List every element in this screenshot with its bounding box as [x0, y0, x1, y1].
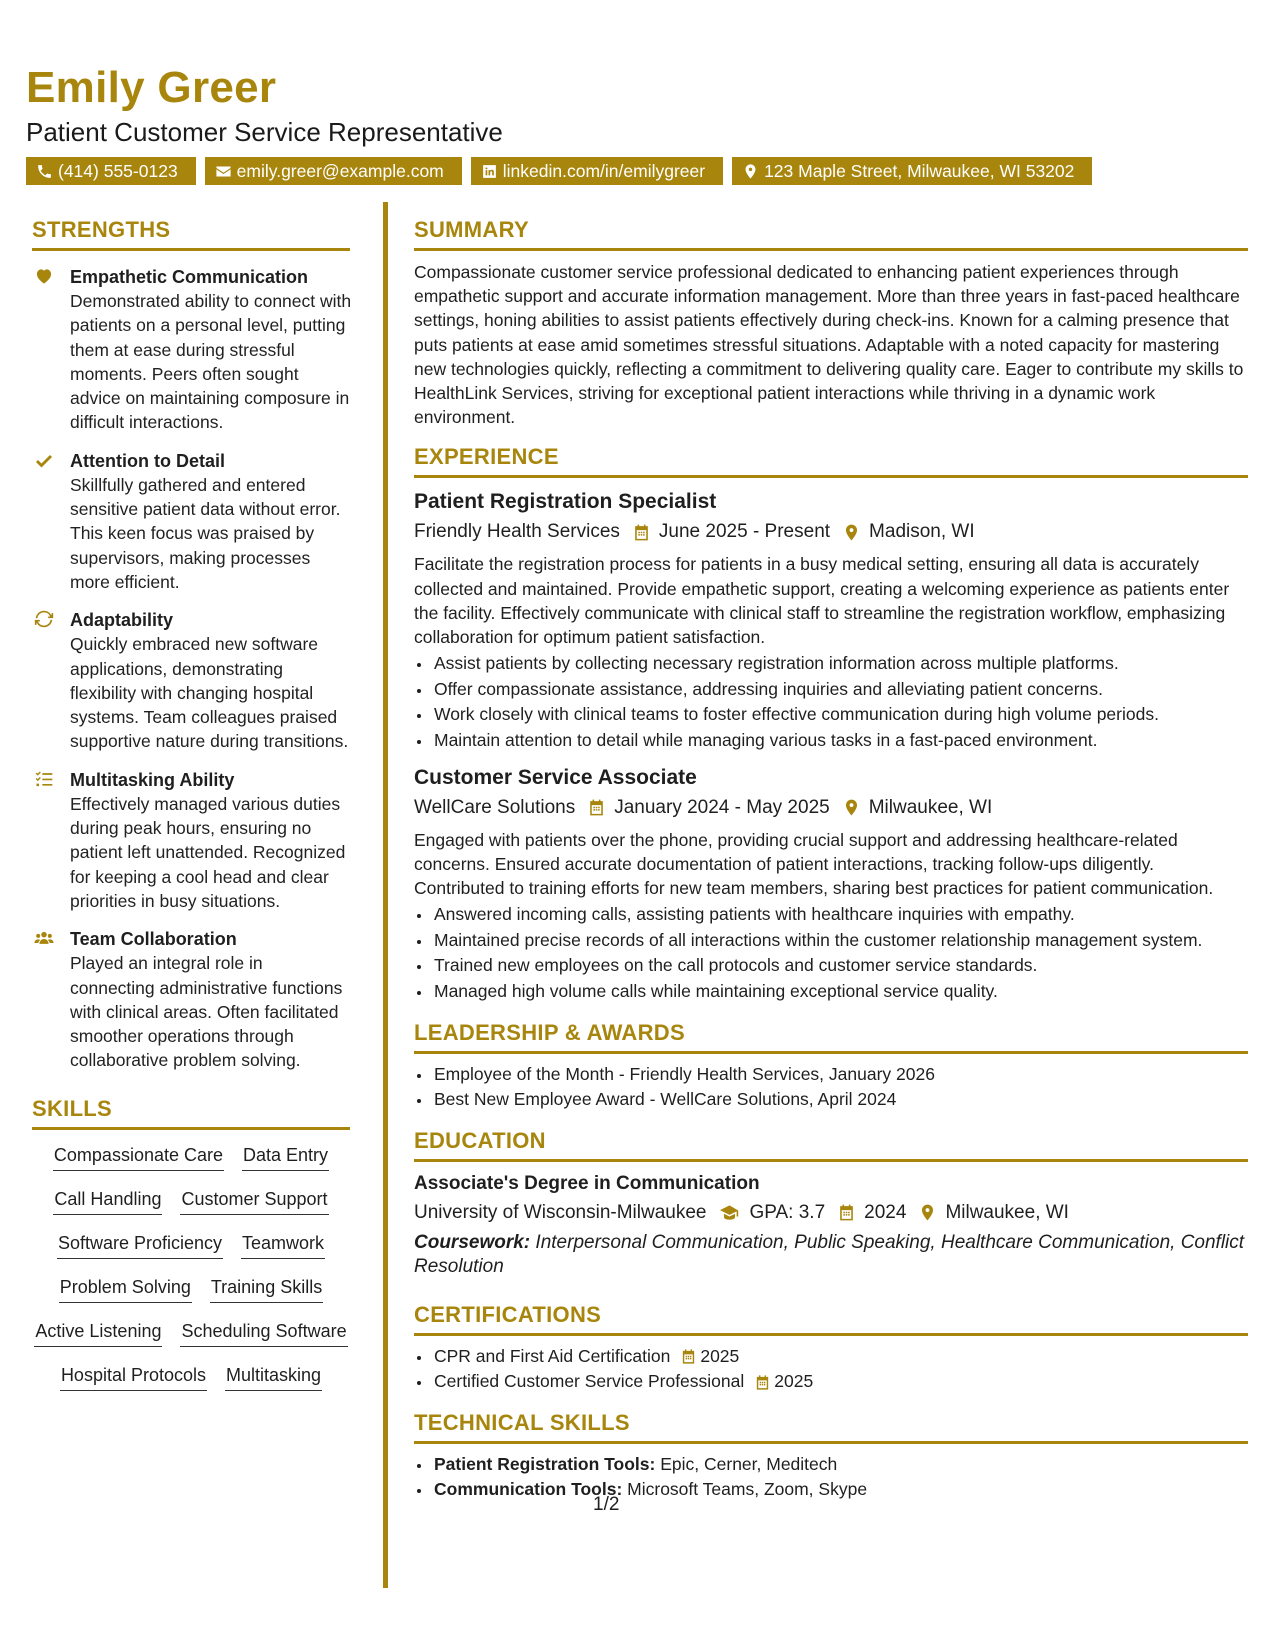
summary-heading: SUMMARY	[414, 216, 1248, 251]
list-item	[432, 1452, 1248, 1478]
skill-tag: Software Proficiency	[57, 1230, 223, 1259]
skill-tag: Teamwork	[241, 1230, 325, 1259]
job-entry	[414, 764, 1248, 1005]
contact-phone[interactable]	[26, 157, 196, 185]
job-entry	[414, 488, 1248, 753]
list-item: • Trained new employees on the call protocols and customer service standards.	[432, 953, 1248, 979]
list-item: • Assist patients by collecting necessary registration information across multiple platforms.	[432, 651, 1248, 677]
strength-item	[32, 608, 352, 753]
skill-tag: Compassionate Care	[53, 1142, 224, 1171]
leadership-list	[414, 1062, 1248, 1113]
strengths-heading: STRENGTHS	[32, 216, 350, 251]
education-meta	[414, 1199, 1248, 1227]
experience-heading: EXPERIENCE	[414, 443, 1248, 478]
map-pin-icon	[918, 1203, 937, 1222]
contact-linkedin[interactable]	[471, 157, 723, 185]
map-pin-icon	[742, 163, 759, 180]
column-divider	[383, 202, 388, 1588]
certifications-list	[414, 1344, 1248, 1395]
strength-title: Team Collaboration	[70, 929, 237, 950]
contact-phone-text: (414) 555-0123	[58, 161, 178, 181]
skill-tag: Training Skills	[210, 1274, 323, 1303]
contact-address-text: 123 Maple Street, Milwaukee, WI 53202	[764, 161, 1075, 181]
strength-title: Attention to Detail	[70, 450, 225, 471]
skill-tag: Problem Solving	[59, 1274, 192, 1303]
cert-year: 2025	[774, 1371, 814, 1392]
list-item: • Work closely with clinical teams to foster effective communication during high volume periods.	[432, 702, 1248, 728]
skill-tag: Data Entry	[242, 1142, 329, 1171]
list-item: • Employee of the Month - Friendly Health Services, January 2026	[432, 1062, 1248, 1088]
skill-tag: Customer Support	[180, 1186, 328, 1215]
checkmark-icon	[34, 450, 54, 470]
strength-title: Empathetic Communication	[70, 267, 309, 287]
school-location: Milwaukee, WI	[945, 1201, 1069, 1223]
tech-label: Communication Tools:	[434, 1479, 623, 1500]
contact-address	[732, 157, 1092, 185]
strength-item	[32, 768, 352, 913]
job-bullets	[414, 902, 1248, 1004]
strength-desc: Skillfully gathered and entered sensitive patient data without error. This keen focus was praised by supervisors, making processes more efficient.	[70, 474, 341, 592]
degree-title: Associate's Degree in Communication	[414, 1172, 760, 1194]
list-item: • Offer compassionate assistance, addressing inquiries and alleviating patient concerns.	[432, 677, 1248, 703]
strength-title: Adaptability	[70, 610, 174, 631]
strength-desc: Quickly embraced new software applications, demonstrating flexibility with changing hospital systems. Team colleagues praised supportive nature during transitions.	[70, 634, 349, 752]
gpa: GPA: 3.7	[749, 1201, 826, 1223]
calendar-icon	[680, 1348, 697, 1365]
list-item: • Maintained precise records of all interactions within the customer relationship management system.	[432, 928, 1248, 954]
coursework-label: Coursework:	[414, 1231, 531, 1253]
job-location: Madison, WI	[869, 521, 975, 543]
phone-icon	[36, 163, 53, 180]
strength-title: Multitasking Ability	[70, 769, 235, 790]
cert-name: • CPR and First Aid Certification	[434, 1345, 671, 1366]
contact-linkedin-text: linkedin.com/in/emilygreer	[502, 161, 706, 181]
school-name: University of Wisconsin-Milwaukee	[414, 1201, 707, 1223]
calendar-icon	[587, 798, 606, 817]
candidate-role: Patient Customer Service Representative	[26, 117, 503, 147]
page-number: 1/2	[593, 1494, 620, 1515]
list-item: • Managed high volume calls while maintaining exceptional service quality.	[432, 979, 1248, 1005]
skill-tag: Hospital Protocols	[60, 1362, 207, 1391]
job-dates: January 2024 - May 2025	[614, 796, 830, 818]
job-bullets	[414, 651, 1248, 753]
left-column	[32, 216, 352, 1391]
list-item: • Answered incoming calls, assisting patients with healthcare inquiries with empathy.	[432, 902, 1248, 928]
cert-year: 2025	[700, 1345, 740, 1366]
strength-item	[32, 927, 352, 1072]
list-item	[432, 1369, 1248, 1395]
contact-email[interactable]	[205, 157, 462, 185]
refresh-icon	[34, 609, 54, 629]
calendar-icon	[754, 1374, 771, 1391]
strength-item	[32, 265, 352, 435]
tech-value: Microsoft Teams, Zoom, Skype	[627, 1479, 868, 1500]
job-company: Friendly Health Services	[414, 521, 620, 543]
coursework	[414, 1231, 1248, 1279]
job-dates: June 2025 - Present	[658, 521, 831, 543]
coursework-list: Interpersonal Communication, Public Speaking, Healthcare Communication, Conflict Resolution	[414, 1231, 1245, 1277]
map-pin-icon	[842, 798, 861, 817]
resume-header	[26, 62, 1256, 185]
strength-desc: Played an integral role in connecting administrative functions with clinical areas. Often facilitated smoother operations through collaborative problem solving.	[70, 953, 343, 1071]
job-description: Engaged with patients over the phone, providing crucial support and addressing healthcare-related concerns. Ensured accurate documentation of patient interactions, tracking follow-ups diligently. Contributed to training efforts for new team members, sharing best practices for patient communication.	[414, 829, 1214, 899]
job-location: Milwaukee, WI	[868, 796, 993, 818]
graduation-year: 2024	[864, 1201, 907, 1223]
list-item: • Maintain attention to detail while managing various tasks in a fast-paced environment.	[432, 728, 1248, 754]
skill-tag: Call Handling	[53, 1186, 162, 1215]
strength-item	[32, 449, 352, 594]
graduation-cap-icon	[718, 1203, 741, 1222]
calendar-icon	[837, 1203, 856, 1222]
envelope-icon	[215, 163, 232, 180]
list-item	[432, 1344, 1248, 1370]
map-pin-icon	[842, 523, 861, 542]
job-title: Patient Registration Specialist	[414, 490, 717, 514]
task-list-icon	[34, 769, 54, 789]
list-item: • Best New Employee Award - WellCare Solutions, April 2024	[432, 1087, 1248, 1113]
job-meta	[414, 794, 1248, 822]
skills-heading: SKILLS	[32, 1095, 350, 1130]
heart-icon	[34, 266, 54, 286]
technical-skills-heading: TECHNICAL SKILLS	[414, 1409, 1248, 1444]
summary-text: Compassionate customer service professional dedicated to enhancing patient experiences through empathetic support and accurate information management. More than three years in fast-paced healthcare settings, honing abilities to assist patients effectively during check-ins. Known for a calming presence that puts patients at ease amid sometimes stressful situations. Adaptable with a noted capacity for mastering new technologies quickly, reflecting a commitment to delivering quality care. Eager to contribute my skills to HealthLink Services, striving for exceptional patient interactions while thriving in a dynamic work environment.	[414, 262, 1244, 428]
job-meta	[414, 518, 1248, 546]
list-item	[432, 1477, 1248, 1503]
strength-desc: Effectively managed various duties during peak hours, ensuring no patient left unattended. Recognized for keeping a cool head and clear priorities in busy situations.	[70, 793, 346, 911]
job-description: Facilitate the registration process for patients in a busy medical setting, ensuring all data is accurately collected and maintained. Provide empathetic support, creating a welcoming experience as patients enter the facility. Effectively communicate with clinical staff to streamline the registration workflow, emphasizing collaboration for optimum patient satisfaction.	[414, 554, 1230, 648]
users-icon	[34, 928, 54, 948]
tech-label: Patient Registration Tools:	[434, 1453, 656, 1474]
contact-bar	[26, 157, 1256, 185]
leadership-heading: LEADERSHIP & AWARDS	[414, 1019, 1248, 1054]
linkedin-icon	[481, 163, 498, 180]
job-title: Customer Service Associate	[414, 765, 697, 789]
education-heading: EDUCATION	[414, 1127, 1248, 1162]
strength-desc: Demonstrated ability to connect with patients on a personal level, putting them at ease during stressful moments. Peers often sought advice on maintaining composure in difficult interactions.	[70, 291, 352, 433]
job-company: WellCare Solutions	[414, 796, 576, 818]
skill-tag: Scheduling Software	[180, 1318, 347, 1347]
technical-skills-list	[414, 1452, 1248, 1503]
contact-email-text: emily.greer@example.com	[236, 161, 444, 181]
cert-name: • Certified Customer Service Professional	[434, 1371, 745, 1392]
right-column	[414, 216, 1248, 1503]
skills-list	[32, 1142, 350, 1391]
tech-value: Epic, Cerner, Meditech	[660, 1453, 838, 1474]
candidate-name: Emily Greer	[26, 63, 277, 112]
skill-tag: Multitasking	[225, 1362, 322, 1391]
skill-tag: Active Listening	[34, 1318, 162, 1347]
calendar-icon	[632, 523, 651, 542]
certifications-heading: CERTIFICATIONS	[414, 1301, 1248, 1336]
